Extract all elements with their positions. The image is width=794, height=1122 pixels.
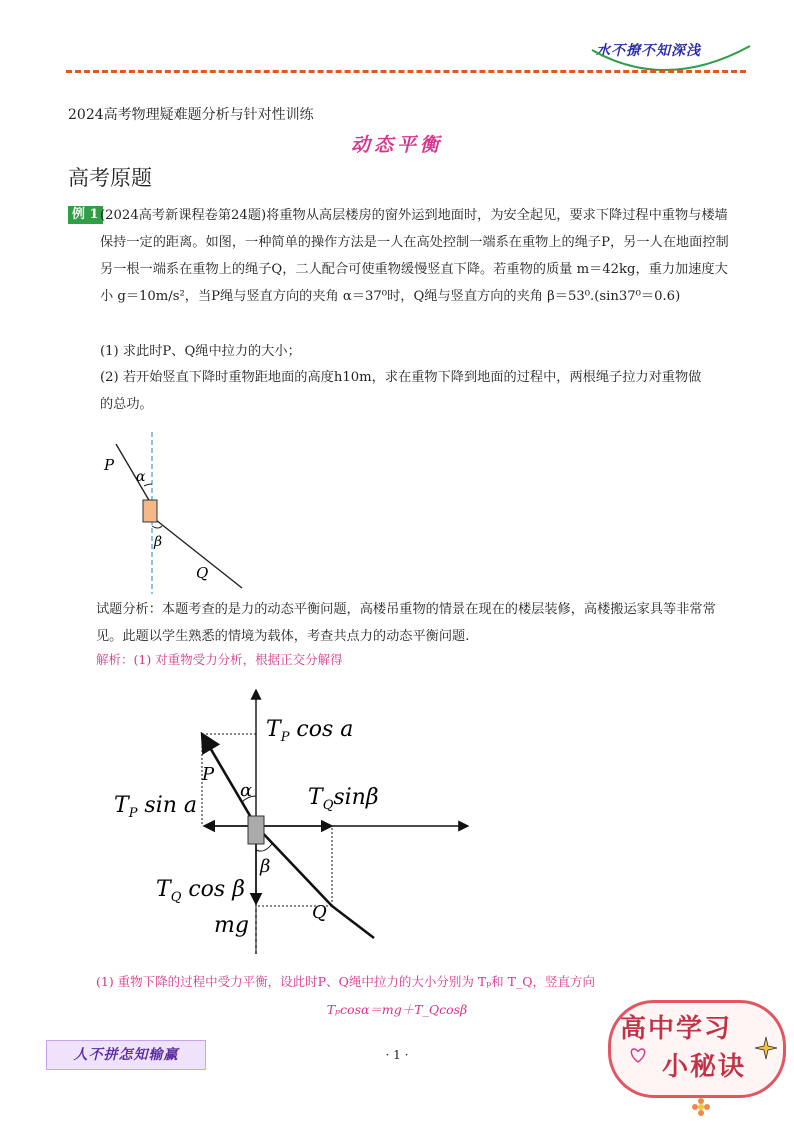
label-tq-cos: $T_Q$ cos β xyxy=(156,877,245,905)
question-1: (1) 求此时P、Q绳中拉力的大小； xyxy=(100,344,301,359)
footer-motto: 人不拼怎知输赢 xyxy=(46,1040,206,1070)
label-alpha: α xyxy=(240,780,253,801)
label-p: P xyxy=(202,764,215,785)
label-tp-cos: $T_P$ cos a xyxy=(266,717,354,745)
section-heading: 高考原题 xyxy=(68,166,152,190)
question-2-continued: 的总功。 xyxy=(100,397,153,412)
header-dash-divider xyxy=(66,70,746,73)
label-q: Q xyxy=(312,902,327,923)
block xyxy=(248,816,264,844)
series-title: 2024高考物理疑难题分析与针对性训练 xyxy=(68,107,314,123)
label-beta: β xyxy=(154,534,163,550)
sparkle-icon xyxy=(754,1036,778,1060)
header-motto: 水不撩不知深浅 xyxy=(596,43,701,59)
flower-icon xyxy=(692,1098,710,1116)
label-alpha: α xyxy=(136,469,146,485)
page-number: · 1 · xyxy=(385,1048,409,1062)
analysis-text: 试题分析：本题考查的是力的动态平衡问题，高楼吊重物的情景在现在的楼层装修，高楼搬运家具等非常常见。此题以学生熟悉的情境为载体，考查共点力的动态平衡问题. xyxy=(96,602,716,644)
label-q: Q xyxy=(196,564,209,582)
label-mg: mg xyxy=(214,913,249,938)
page-title: 动态平衡 xyxy=(350,134,443,156)
label-tq-sin: $T_Q\sin\beta$ xyxy=(308,785,379,813)
equation: Tₚcosα＝mg＋T_Qcosβ xyxy=(326,1002,468,1017)
example-text: (2024高考新课程卷第24题)将重物从高层楼房的窗外运到地面时，为安全起见，要求下降过程中重物与楼墙保持一定的距离。如图，一种简单的操作方法是一人在高处控制一端系在重物上的绳子P，另一人在地面控制另一根一端系在重物上的绳子Q，二人配合可使重物缓慢竖直下降。若重物的质量 m＝42kg，重力加速度大小 g＝10m/s²，当P绳与竖直方向的夹角 α＝37⁰时，Q绳与竖直方向的夹角 β＝53⁰.(sin37⁰＝0.6) xyxy=(100,208,729,304)
example-badge: 例 1 xyxy=(68,206,103,224)
heart-icon xyxy=(628,1046,648,1064)
label-beta: β xyxy=(260,856,271,877)
weight-block xyxy=(143,500,157,522)
stamp-line-1: 高中学习 xyxy=(620,1014,733,1044)
stamp-line-2: 小秘诀 xyxy=(662,1052,747,1082)
label-p: P xyxy=(104,456,115,474)
figure-rope-diagram xyxy=(96,426,266,596)
figure-force-diagram xyxy=(106,684,486,964)
header-arc-decoration xyxy=(586,32,756,72)
question-2: (2) 若开始竖直下降时重物距地面的高度h10m，求在重物下降到地面的过程中，两根绳子拉力对重物做 xyxy=(100,370,702,385)
solution-intro: 解析：(1) 对重物受力分析，根据正交分解得 xyxy=(96,652,343,667)
label-tp-sin: $T_P$ sin a xyxy=(114,793,198,821)
conclusion-text: (1) 重物下降的过程中受力平衡，设此时P、Q绳中拉力的大小分别为 Tₚ和 T_Q，竖直方向 xyxy=(96,974,595,989)
